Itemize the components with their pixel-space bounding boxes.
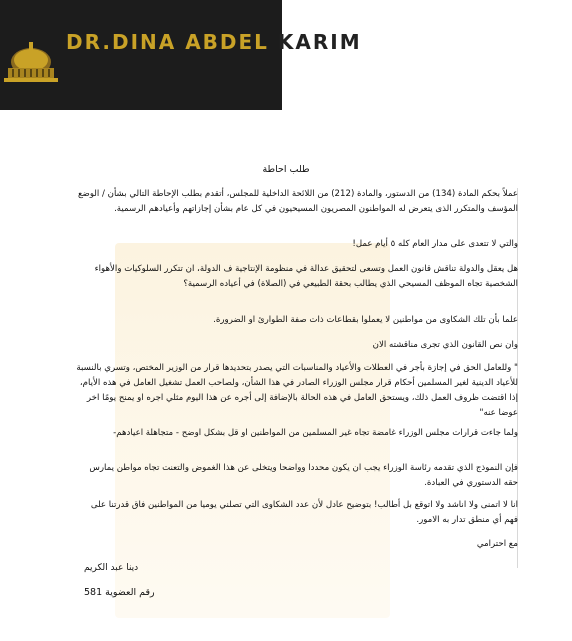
paragraph-8: فإن النموذج الذي تقدمه رئاسة الوزراء يجب ان يكون محددا وواضحا ويتخلى عن هذا الغموض والتعنت تجاه مواطن يمارس حقه الدستوري في العبادة. (89, 463, 518, 488)
latin-name-logo (66, 30, 362, 54)
letterhead-banner (0, 0, 282, 110)
paragraph-6: " وللعامل الحق في إجازة بأجر في العطلات والأعياد والمناسبات التي يصدر بتحديدها قرار من الوزير المختص، وتسري بالنسبة للأعياد الدينية لغير المسلمين أحكام قرار مجلس الوزراء الصادر في هذا الشأن، ولصاحب العمل تشغيل العامل في هذه الأيام، إذا اقتضت ظروف العمل ذلك، ويستحق العامل في هذه الحالة بالإضافة إلى أجره عن هذا اليوم مثلي اجره او يمنح يومًا اخر عوضا عنه" (76, 363, 518, 418)
parliament-dome-logo (2, 38, 60, 88)
signature-name: دينا عبد الكريم (84, 563, 139, 573)
paragraph-3: هل يعقل والدولة تناقش قانون العمل وتسعى لتحقيق عدالة في منظومة الإنتاجية ف الدولة، ان تتكرر السلوكيات والأهواء الشخصية تجاه الموظف المسيحي الذي يطالب بحقة الطبيعي في (الصلاة) في أعياده الرسمية؟ (94, 264, 518, 289)
paragraph-7: ولما جاءت قرارات مجلس الوزراء غامضة تجاه غير المسلمين من المواطنين او قل بشكل اوضح - متجاهلة اعيادهم- (113, 428, 518, 438)
membership-number: رقم العضوية 581 (84, 587, 155, 598)
paragraph-1: عملاً بحكم المادة (134) من الدستور، والمادة (212) من اللائحة الداخلية للمجلس، أتقدم بطلب الإحاطة التالي بشأن / الوضع المؤسف والمتكرر الذى يتعرض له المواطنون المصريون المسيحيون في كل عام بشأن إجازاتهم وأعيادهم الرسمية. (77, 189, 518, 214)
closing-regards: مع احترامي (476, 539, 518, 549)
paragraph-9: انا لا اتمنى ولا اناشد ولا اتوقع بل أطالب! بتوضيح عادل لأن عدد الشكاوى التي تصلني يوميا من المواطنين فاق قدرتنا على فهم أي منطق تدار به الامور. (90, 500, 518, 525)
paragraph-5: وان نص القانون الذي تجرى مناقشته الان (372, 340, 518, 350)
paragraph-4: علما بأن تلك الشكاوى من مواطنين لا يعملوا بقطاعات ذات صفة الطوارئ او الضرورة. (213, 315, 518, 325)
latin-name-first: DR.DINA ABDEL (66, 30, 269, 54)
letter-subject: طلب احاطة (262, 164, 310, 175)
paragraph-2: والتي لا تتعدى على مدار العام كله ٥ أيام عمل! (352, 239, 518, 249)
latin-name-last: KARIM (268, 30, 362, 54)
